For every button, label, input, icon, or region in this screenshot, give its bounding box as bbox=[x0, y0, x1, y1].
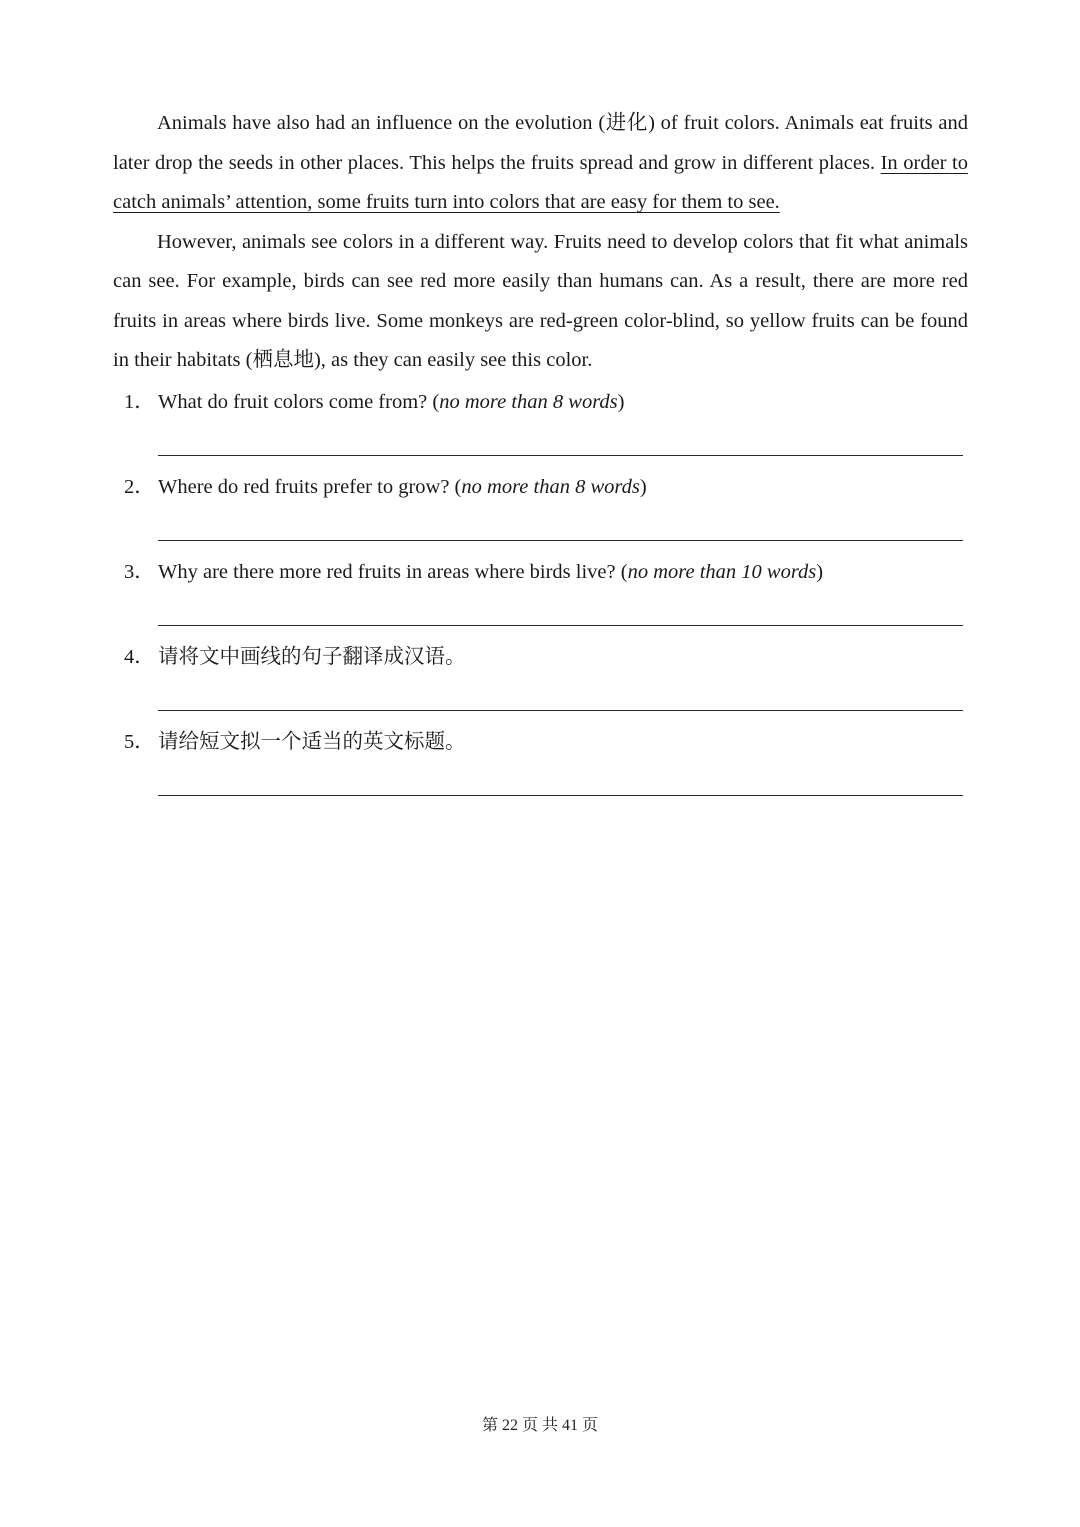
answer-line-2[interactable] bbox=[158, 540, 963, 541]
answer-line-1[interactable] bbox=[158, 455, 963, 456]
question-close: ) bbox=[617, 391, 625, 413]
question-text: What do fruit colors come from? ( bbox=[158, 391, 440, 413]
question-number: 3． bbox=[124, 561, 155, 583]
question-text: Where do red fruits prefer to grow? ( bbox=[158, 476, 462, 498]
underlined-sentence: In order to catch animals’ attention, some fruits turn into colors that are easy for them to see. bbox=[113, 151, 968, 213]
question-3 bbox=[124, 557, 974, 587]
word-limit: no more than 8 words bbox=[461, 476, 640, 498]
question-close: ) bbox=[816, 561, 824, 583]
question-number: 1． bbox=[124, 391, 155, 413]
question-text: 请给短文拟一个适当的英文标题。 bbox=[158, 731, 466, 753]
question-text: 请将文中画线的句子翻译成汉语。 bbox=[158, 646, 466, 668]
answer-line-3[interactable] bbox=[158, 625, 963, 626]
question-close: ) bbox=[639, 476, 647, 498]
question-number: 4． bbox=[124, 646, 155, 668]
question-5 bbox=[124, 727, 974, 757]
page-footer: 第 22 页 共 41 页 bbox=[481, 1417, 598, 1434]
reading-passage bbox=[113, 104, 968, 381]
answer-line-5[interactable] bbox=[158, 795, 963, 796]
passage-paragraph-1 bbox=[113, 104, 968, 223]
answer-line-4[interactable] bbox=[158, 710, 963, 711]
passage-paragraph-2: However, animals see colors in a different way. Fruits need to develop colors that fit what animals can see. For example, birds can see red more easily than humans can. As a result, there are more red fruits in areas where birds live. Some monkeys are red-green color-blind, so yellow fruits can be found in their habitats (栖息地), as they can easily see this color. bbox=[113, 230, 968, 371]
word-limit: no more than 10 words bbox=[627, 561, 817, 583]
paragraph-1-text: Animals have also had an influence on the evolution (进化) of fruit colors. Animals eat fruits and later drop the seeds in other places. This helps the fruits spread and grow in different places. bbox=[113, 112, 968, 174]
question-number: 5． bbox=[124, 731, 155, 753]
question-4 bbox=[124, 642, 974, 672]
question-number: 2． bbox=[124, 476, 155, 498]
question-text: Why are there more red fruits in areas where birds live? ( bbox=[158, 561, 628, 583]
question-2 bbox=[124, 472, 974, 502]
question-1 bbox=[124, 387, 974, 417]
word-limit: no more than 8 words bbox=[439, 391, 618, 413]
